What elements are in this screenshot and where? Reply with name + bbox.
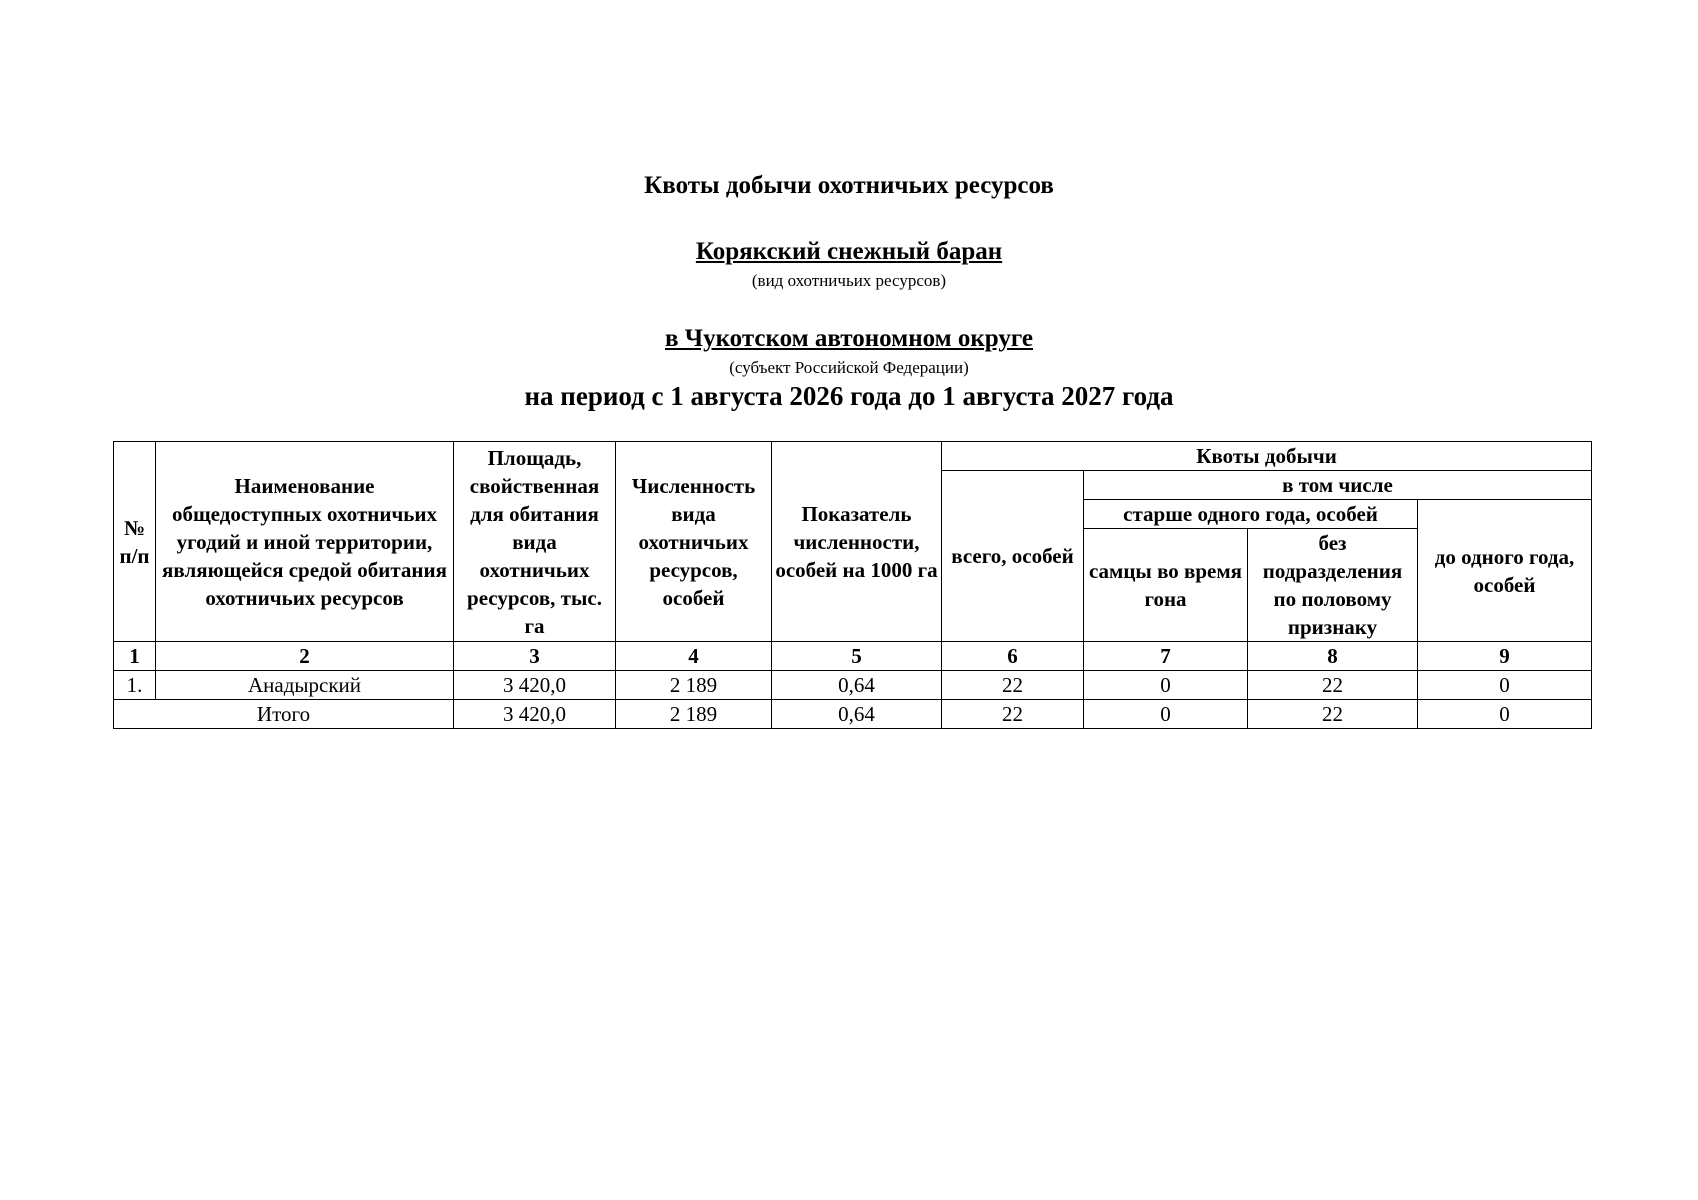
header-name: Наименование общедоступных охотничьих угодий и иной территории, являющейся средой обитания охотничьих ресурсов — [156, 442, 454, 642]
total-males: 0 — [1084, 700, 1248, 729]
header-area: Площадь, свойственная для обитания вида охотничьих ресурсов, тыс. га — [454, 442, 616, 642]
period-text: на период с 1 августа 2026 года до 1 августа 2027 года — [524, 381, 1174, 411]
header-males: самцы во время гона — [1084, 529, 1248, 642]
column-number: 1 — [114, 642, 156, 671]
row-under-one: 0 — [1418, 671, 1592, 700]
row-area: 3 420,0 — [454, 671, 616, 700]
total-row — [114, 700, 1592, 729]
row-name: Анадырский — [156, 671, 454, 700]
column-number: 3 — [454, 642, 616, 671]
header-total: всего, особей — [942, 471, 1084, 642]
total-area: 3 420,0 — [454, 700, 616, 729]
total-density: 0,64 — [772, 700, 942, 729]
total-under-one: 0 — [1418, 700, 1592, 729]
quota-table — [113, 441, 1592, 729]
column-number: 2 — [156, 642, 454, 671]
document-title: Квоты добычи охотничьих ресурсов — [644, 172, 1054, 199]
species-caption: (вид охотничьих ресурсов) — [751, 271, 947, 290]
row-no-sex: 22 — [1248, 671, 1418, 700]
header-under-one: до одного года, особей — [1418, 500, 1592, 642]
column-number: 4 — [616, 642, 772, 671]
header-population: Численность вида охотничьих ресурсов, особей — [616, 442, 772, 642]
header-older: старше одного года, особей — [1084, 500, 1418, 529]
total-label: Итого — [114, 700, 454, 729]
header-quotas: Квоты добычи — [942, 442, 1592, 471]
row-males: 0 — [1084, 671, 1248, 700]
header-including: в том числе — [1084, 471, 1592, 500]
column-number: 9 — [1418, 642, 1592, 671]
row-total: 22 — [942, 671, 1084, 700]
total-population: 2 189 — [616, 700, 772, 729]
column-number-row — [114, 642, 1592, 671]
region-name: в Чукотском автономном округе — [665, 325, 1033, 352]
column-number: 5 — [772, 642, 942, 671]
species-name: Корякский снежный баран — [695, 238, 1003, 265]
column-number: 8 — [1248, 642, 1418, 671]
total-no-sex: 22 — [1248, 700, 1418, 729]
header-no: № п/п — [114, 442, 156, 642]
column-number: 7 — [1084, 642, 1248, 671]
total-total: 22 — [942, 700, 1084, 729]
header-density: Показатель численности, особей на 1000 га — [772, 442, 942, 642]
row-number: 1. — [114, 671, 156, 700]
row-population: 2 189 — [616, 671, 772, 700]
column-number: 6 — [942, 642, 1084, 671]
region-caption: (субъект Российской Федерации) — [729, 358, 969, 377]
table-row — [114, 671, 1592, 700]
header-no-sex: без подразделения по половому признаку — [1248, 529, 1418, 642]
row-density: 0,64 — [772, 671, 942, 700]
